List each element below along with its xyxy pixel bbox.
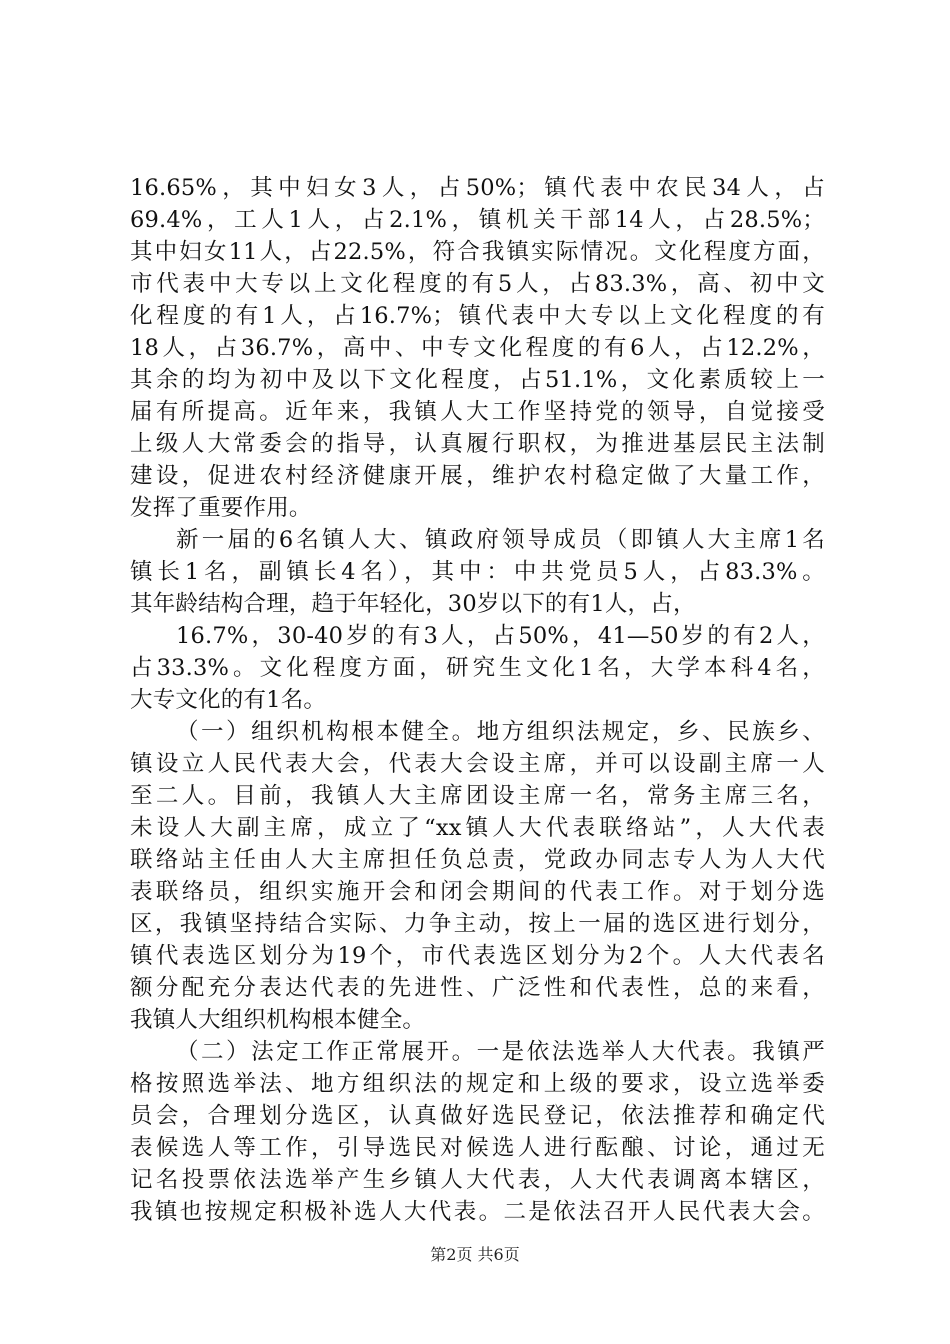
paragraph — [130, 1036, 825, 1228]
text-line: 发挥了重要作用。 — [130, 495, 312, 521]
text-line: 上级人大常委会的指导，认真履行职权，为推进基层民主法制 — [130, 431, 825, 457]
text-line: 16.65%，其中妇女3人，占50%；镇代表中农民34人，占 — [130, 175, 825, 201]
text-line: 18人，占36.7%，高中、中专文化程度的有6人，占12.2%， — [130, 335, 825, 361]
paragraph — [130, 524, 825, 620]
text-line: 16.7%，30-40岁的有3人，占50%，41—50岁的有2人， — [176, 623, 825, 649]
text-line: 化程度的有1人，占16.7%；镇代表中大专以上文化程度的有 — [130, 303, 825, 329]
text-line: （一）组织机构根本健全。地方组织法规定，乡、民族乡、 — [176, 719, 825, 745]
text-line: 我镇人大组织机构根本健全。 — [130, 1007, 426, 1033]
text-line: 镇长1名，副镇长4名），其中：中共党员5人，占83.3%。 — [130, 559, 825, 585]
paragraph — [130, 172, 825, 524]
text-line: 记名投票依法选举产生乡镇人大代表，人大代表调离本辖区， — [130, 1167, 825, 1193]
text-line: 镇设立人民代表大会，代表大会设主席，并可以设副主席一人 — [130, 751, 825, 777]
paragraph — [130, 620, 825, 716]
text-line: 大专文化的有1名。 — [130, 687, 327, 713]
text-line: 表联络员，组织实施开会和闭会期间的代表工作。对于划分选 — [130, 879, 825, 905]
text-line: 占33.3%。文化程度方面，研究生文化1名，大学本科4名， — [130, 655, 825, 681]
text-line: 额分配充分表达代表的先进性、广泛性和代表性，总的来看， — [130, 975, 825, 1001]
text-line: 镇代表选区划分为19个，市代表选区划分为2个。人大代表名 — [130, 943, 825, 969]
text-line: （二）法定工作正常展开。一是依法选举人大代表。我镇严 — [176, 1039, 825, 1065]
text-line: 69.4%，工人1人，占2.1%，镇机关干部14人，占28.5%； — [130, 207, 825, 233]
document-body — [130, 172, 825, 1228]
text-line: 新一届的6名镇人大、镇政府领导成员（即镇人大主席1名 — [176, 527, 825, 553]
text-line: 我镇也按规定积极补选人大代表。二是依法召开人民代表大会。 — [130, 1199, 825, 1225]
paragraph — [130, 716, 825, 1036]
text-line: 未设人大副主席，成立了“xx镇人大代表联络站”，人大代表 — [130, 815, 825, 841]
text-line: 其余的均为初中及以下文化程度，占51.1%，文化素质较上一 — [130, 367, 825, 393]
text-line: 区，我镇坚持结合实际、力争主动，按上一届的选区进行划分， — [130, 911, 825, 937]
text-line: 表候选人等工作，引导选民对候选人进行酝酿、讨论，通过无 — [130, 1135, 825, 1161]
text-line: 其年龄结构合理，趋于年轻化，30岁以下的有1人，占， — [130, 591, 696, 617]
text-line: 员会，合理划分选区，认真做好选民登记，依法推荐和确定代 — [130, 1103, 825, 1129]
text-line: 届有所提高。近年来，我镇人大工作坚持党的领导，自觉接受 — [130, 399, 825, 425]
page-number-footer: 第2页 共6页 — [430, 1245, 520, 1264]
text-line: 格按照选举法、地方组织法的规定和上级的要求，设立选举委 — [130, 1071, 825, 1097]
text-line: 其中妇女11人，占22.5%，符合我镇实际情况。文化程度方面， — [130, 239, 825, 265]
text-line: 市代表中大专以上文化程度的有5人，占83.3%，高、初中文 — [130, 271, 825, 297]
text-line: 建设，促进农村经济健康开展，维护农村稳定做了大量工作， — [130, 463, 825, 489]
text-line: 联络站主任由人大主席担任负总责，党政办同志专人为人大代 — [130, 847, 825, 873]
text-line: 至二人。目前，我镇人大主席团设主席一名，常务主席三名， — [130, 783, 825, 809]
